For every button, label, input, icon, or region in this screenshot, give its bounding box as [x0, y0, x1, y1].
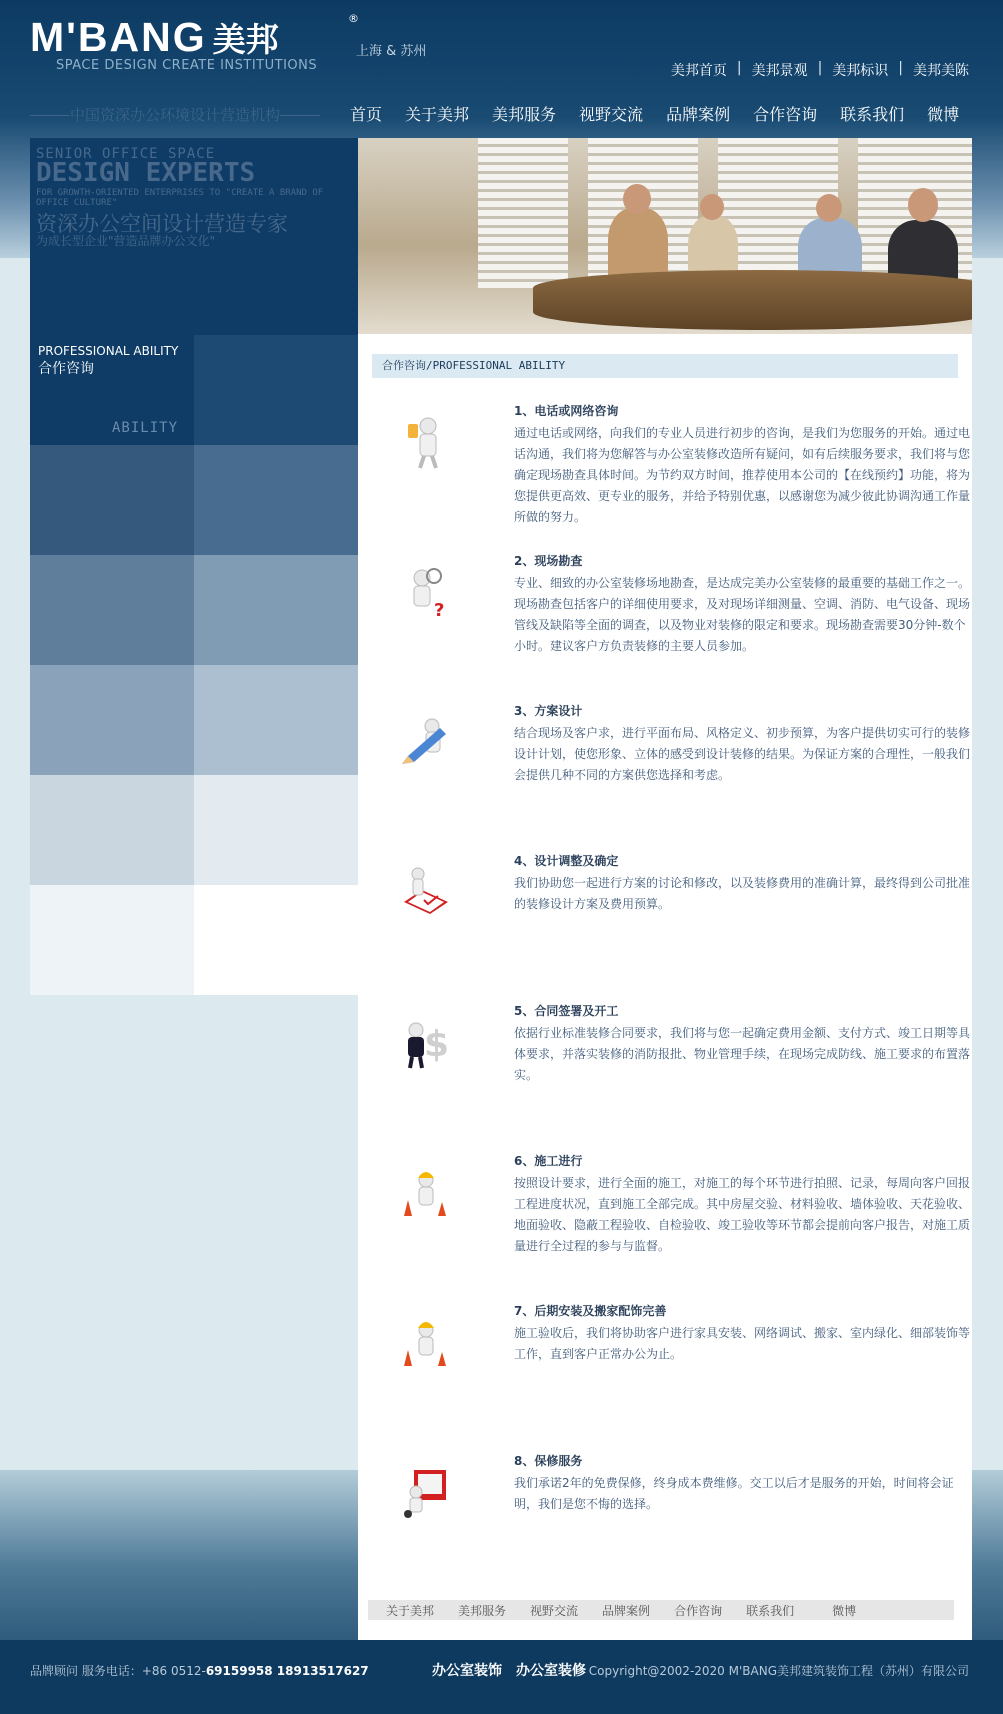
svg-text:$: $: [424, 1024, 450, 1065]
footer-contact-label: 品牌顾问 服务电话：+86 0512-: [30, 1664, 206, 1678]
footnav-services[interactable]: 美邦服务: [458, 1603, 507, 1618]
sidebar: [30, 138, 358, 995]
footer-phone: 69159958 18913517627: [205, 1664, 369, 1678]
sidebar-tile: [194, 775, 358, 885]
brand-logo[interactable]: [30, 12, 427, 73]
registered-mark: ®: [348, 12, 359, 25]
footer-nav: [368, 1600, 954, 1620]
sidebar-banner: [30, 138, 358, 335]
sidebar-tile: [194, 555, 358, 665]
step-text: [514, 852, 974, 915]
section-title: 合作咨询/PROFESSIONAL ABILITY: [372, 354, 958, 378]
step-text: [514, 702, 974, 786]
step-title: 3、方案设计: [514, 704, 583, 718]
nav-item-services[interactable]: 美邦服务: [492, 105, 557, 124]
main-content: [358, 334, 972, 1640]
step-text: [514, 1452, 974, 1515]
worker-cones-icon: [394, 1312, 454, 1372]
step-title: 8、保修服务: [514, 1454, 583, 1468]
step-text: [514, 1302, 974, 1365]
footer-copyright: Copyright@2002-2020 M'BANG美邦建筑装饰工程（苏州）有限公司: [588, 1664, 969, 1678]
step-title: 1、电话或网络咨询: [514, 404, 619, 418]
sidebar-en-line3: FOR GROWTH-ORIENTED ENTERPRISES TO "CREATE A BRAND OF OFFICE CULTURE": [36, 188, 324, 208]
main-nav: [350, 102, 959, 125]
tagline-line: [280, 115, 320, 116]
sidebar-ability-label: ABILITY: [112, 420, 179, 436]
nav-item-weibo[interactable]: 微博: [927, 105, 960, 124]
phone-person-icon: [394, 412, 454, 472]
tagline-line: [30, 115, 70, 116]
footnav-contact[interactable]: 联系我们: [746, 1603, 795, 1618]
svg-text:?: ?: [434, 600, 445, 621]
step-title: 6、施工进行: [514, 1154, 583, 1168]
footer-keywords[interactable]: 办公室装饰 办公室装修: [432, 1663, 586, 1679]
conference-table: [533, 270, 972, 330]
sidebar-tile: [194, 335, 358, 445]
sidebar-cn-line2: 为成长型企业"营造品牌办公文化": [36, 234, 216, 248]
step-body: 依据行业标准装修合同要求，我们将与您一起确定费用金额、支付方式、竣工日期等具体要求，并落实装修的消防报批、物业管理手续，在现场完成防线、施工要求的布置落实。: [514, 1026, 971, 1082]
sidebar-tile: [30, 555, 194, 665]
logo-city: 上海 & 苏州: [356, 44, 427, 59]
step-title: 5、合同签署及开工: [514, 1004, 619, 1018]
worker-cones-icon: [394, 1162, 454, 1222]
toplink-separator: |: [736, 60, 742, 76]
step-body: 按照设计要求，进行全面的施工，对施工的每个环节进行拍照、记录，每周向客户回报工程进度状况，直到施工全部完成。其中房屋交验、材料验收、墙体验收、天花验收、地面验收、隐蔽工程验收、自检验收、竣工验收等环节都会提前向客户报告，对施工质量进行全过程的参与与监督。: [514, 1176, 971, 1253]
sidebar-section-en: PROFESSIONAL ABILITY: [38, 344, 179, 358]
nav-item-contact[interactable]: 联系我们: [840, 105, 905, 124]
step-text: [514, 402, 974, 528]
sidebar-cn-line1: 资深办公空间设计营造专家: [36, 212, 288, 236]
businessman-dollar-icon: [394, 1012, 454, 1072]
clipboard-check-icon: [394, 862, 454, 922]
nav-item-cases[interactable]: 品牌案例: [666, 105, 731, 124]
nav-item-home[interactable]: 首页: [350, 105, 383, 124]
toplink-display[interactable]: 美邦美陈: [913, 63, 969, 79]
sidebar-tile: [30, 775, 194, 885]
sidebar-tile: [30, 885, 194, 995]
step-body: 我们协助您一起进行方案的讨论和修改，以及装修费用的准确计算，最终得到公司批准的装修设计方案及费用预算。: [514, 876, 971, 911]
sidebar-section-cn: 合作咨询: [38, 361, 94, 377]
footer-contact: [30, 1662, 369, 1679]
sidebar-tile: [30, 445, 194, 555]
footnav-cases[interactable]: 品牌案例: [602, 1603, 651, 1618]
step-body: 结合现场及客户求，进行平面布局、风格定义、初步预算，为客户提供切实可行的装修设计计划，使您形象、立体的感受到设计装修的结果。为保证方案的合理性，一般我们会提供几种不同的方案供您选择和考虑。: [514, 726, 971, 782]
footnav-weibo[interactable]: 微博: [832, 1603, 857, 1618]
footnav-vision[interactable]: 视野交流: [530, 1603, 579, 1618]
toplink-signage[interactable]: 美邦标识: [832, 63, 889, 79]
sidebar-tile: [194, 665, 358, 775]
top-links: [671, 60, 969, 80]
sidebar-tile: [30, 665, 194, 775]
step-text: [514, 1152, 974, 1257]
footer: [0, 1640, 1003, 1714]
sidebar-tile: [194, 885, 358, 995]
window-blinds: [478, 138, 568, 288]
pencil-icon: [394, 712, 454, 772]
person-head: [908, 188, 938, 222]
sidebar-en-line1: SENIOR OFFICE SPACE: [36, 146, 216, 162]
nav-item-about[interactable]: 关于美邦: [405, 105, 470, 124]
person-head: [816, 194, 842, 222]
logo-text: M'BANG: [30, 14, 207, 60]
step-body: 施工验收后，我们将协助客户进行家具安装、网络调试、搬家、室内绿化、细部装饰等工作，直到客户正常办公为止。: [514, 1326, 971, 1361]
step-title: 4、设计调整及确定: [514, 854, 619, 868]
step-body: 通过电话或网络，向我们的专业人员进行初步的咨询，是我们为您服务的开始。通过电话沟通，我们将为您解答与办公室装修改造所有疑问，如有后续服务要求，我们将与您确定现场勘查具体时间。为节约双方时间，推荐使用本公司的【在线预约】功能，将为您提供更高效、更专业的服务，并给予特别优惠，以感谢您为减少彼此协调沟通工作量所做的努力。: [514, 426, 971, 524]
magnifier-question-icon: [394, 562, 454, 622]
tagline: [30, 104, 320, 125]
toplink-landscape[interactable]: 美邦景观: [751, 63, 808, 79]
logo-subtitle: SPACE DESIGN CREATE INSTITUTIONS: [56, 58, 318, 73]
sidebar-en-line2: DESIGN EXPERTS: [36, 158, 256, 188]
toplink-separator: |: [817, 60, 823, 76]
hero-meeting-photo: [358, 138, 972, 334]
repair-tools-icon: [394, 1462, 454, 1522]
person-head: [700, 194, 724, 220]
step-title: 2、现场勘查: [514, 554, 583, 568]
person-head: [623, 184, 651, 214]
toplink-home[interactable]: 美邦首页: [670, 63, 727, 79]
step-body: 我们承诺2年的免费保修，终身成本费维修。交工以后才是服务的开始，时间将会证明，我们是您不悔的选择。: [514, 1476, 954, 1511]
logo-cn: 美邦: [212, 20, 279, 59]
nav-item-consult[interactable]: 合作咨询: [753, 105, 818, 124]
step-text: [514, 552, 974, 657]
footnav-about[interactable]: 关于美邦: [386, 1603, 435, 1618]
tagline-text: 中国资深办公环境设计营造机构: [70, 106, 281, 124]
sidebar-tile: [194, 445, 358, 555]
footnav-consult[interactable]: 合作咨询: [674, 1603, 723, 1618]
step-body: 专业、细致的办公室装修场地勘查，是达成完美办公室装修的最重要的基础工作之一。现场勘查包括客户的详细使用要求，及对现场详细测量、空调、消防、电气设备、现场管线及缺陷等全面的调查，以及物业对装修的限定和要求。现场勘查需要30分钟-数个小时。建议客户方负责装修的主要人员参加。: [514, 576, 971, 653]
step-text: [514, 1002, 974, 1086]
step-title: 7、后期安装及搬家配饰完善: [514, 1304, 667, 1318]
nav-item-vision[interactable]: 视野交流: [579, 105, 644, 124]
toplink-separator: |: [898, 60, 903, 76]
